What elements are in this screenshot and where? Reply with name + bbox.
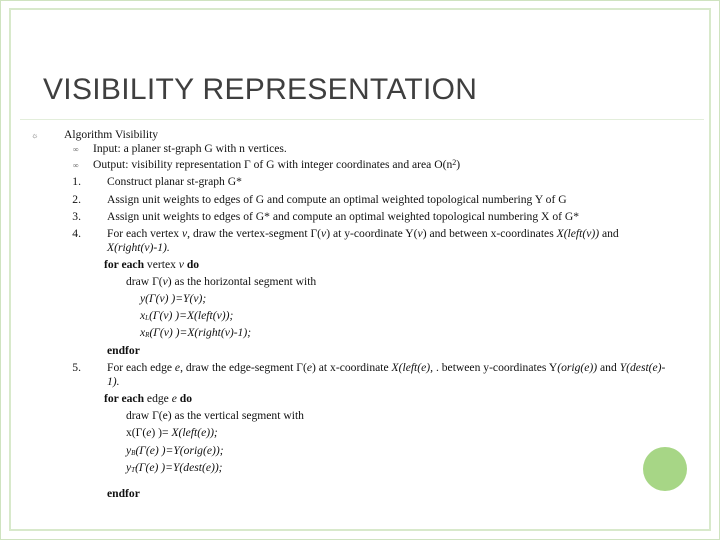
endfor-vertex: endfor <box>107 344 140 357</box>
step-number: 3. <box>72 210 81 223</box>
input-line: Input: a planer st-graph G with n vertices. <box>93 142 287 155</box>
draw-vertex-line: draw Γ(v) as the horizontal segment with <box>126 275 317 288</box>
decorative-circle <box>643 447 687 491</box>
title-divider <box>20 119 704 120</box>
step-number: 1. <box>72 175 81 188</box>
yt-assignment: $y_T(\Gamma(e)$ )=Y(dest(e)); <box>126 461 223 474</box>
step-number: 5. <box>72 361 81 374</box>
frame-border-bottom <box>9 529 710 531</box>
frame-border-left <box>9 8 11 531</box>
frame-border-top <box>9 8 710 10</box>
bullet-icon: ∞ <box>73 161 79 170</box>
output-line: Output: visibility representation Γ of G with integer coordinates and area $O(n^2)$ <box>93 158 461 171</box>
step-number: 2. <box>72 193 81 206</box>
yb-assignment: $y_B(\Gamma(e)$ )=Y(orig(e)); <box>126 444 224 457</box>
bullet-icon: ∞ <box>73 145 79 154</box>
step5-text: For each edge e, draw the edge-segment Γ(e) at x-coordinate X(left(e), . between y-coordinates Y(orig(e)) and Y(dest(e)- <box>107 361 666 374</box>
x-assignment: x(Γ(e) )= X(left(e)); <box>126 426 218 439</box>
step4-text: For each vertex v, draw the vertex-segment Γ(v) at y-coordinate Y(v) and between x-coordinates X(left(v)) and <box>107 227 619 240</box>
y-assignment: y(Γ(v) )=Y(v); <box>140 292 207 305</box>
step5-text-cont: 1). <box>107 375 120 388</box>
xr-assignment: $x_R(\Gamma(v)$ )=X(right(v)-1); <box>140 326 252 339</box>
for-each-edge: for each edge e do <box>104 392 193 405</box>
frame-border-right <box>709 8 711 531</box>
step-text: Assign unit weights to edges of G and compute an optimal weighted topological numbering Y of G <box>107 193 567 206</box>
step-number: 4. <box>72 227 81 240</box>
bullet-icon: ☼ <box>31 131 39 140</box>
for-each-vertex: for each vertex v do <box>104 258 200 271</box>
endfor-edge: endfor <box>107 487 140 500</box>
slide-title: VISIBILITY REPRESENTATION <box>43 73 478 106</box>
xl-assignment: $x_L(\Gamma(v)$ )=X(left(v)); <box>140 309 234 322</box>
step-text: Construct planar st-graph G* <box>107 175 242 188</box>
draw-edge-line: draw Γ(e) as the vertical segment with <box>126 409 304 422</box>
algorithm-name: Algorithm Visibility <box>64 128 159 141</box>
step-text: Assign unit weights to edges of G* and compute an optimal weighted topological numbering X of G* <box>107 210 580 223</box>
step4-text-cont: X(right(v)-1). <box>107 241 170 254</box>
